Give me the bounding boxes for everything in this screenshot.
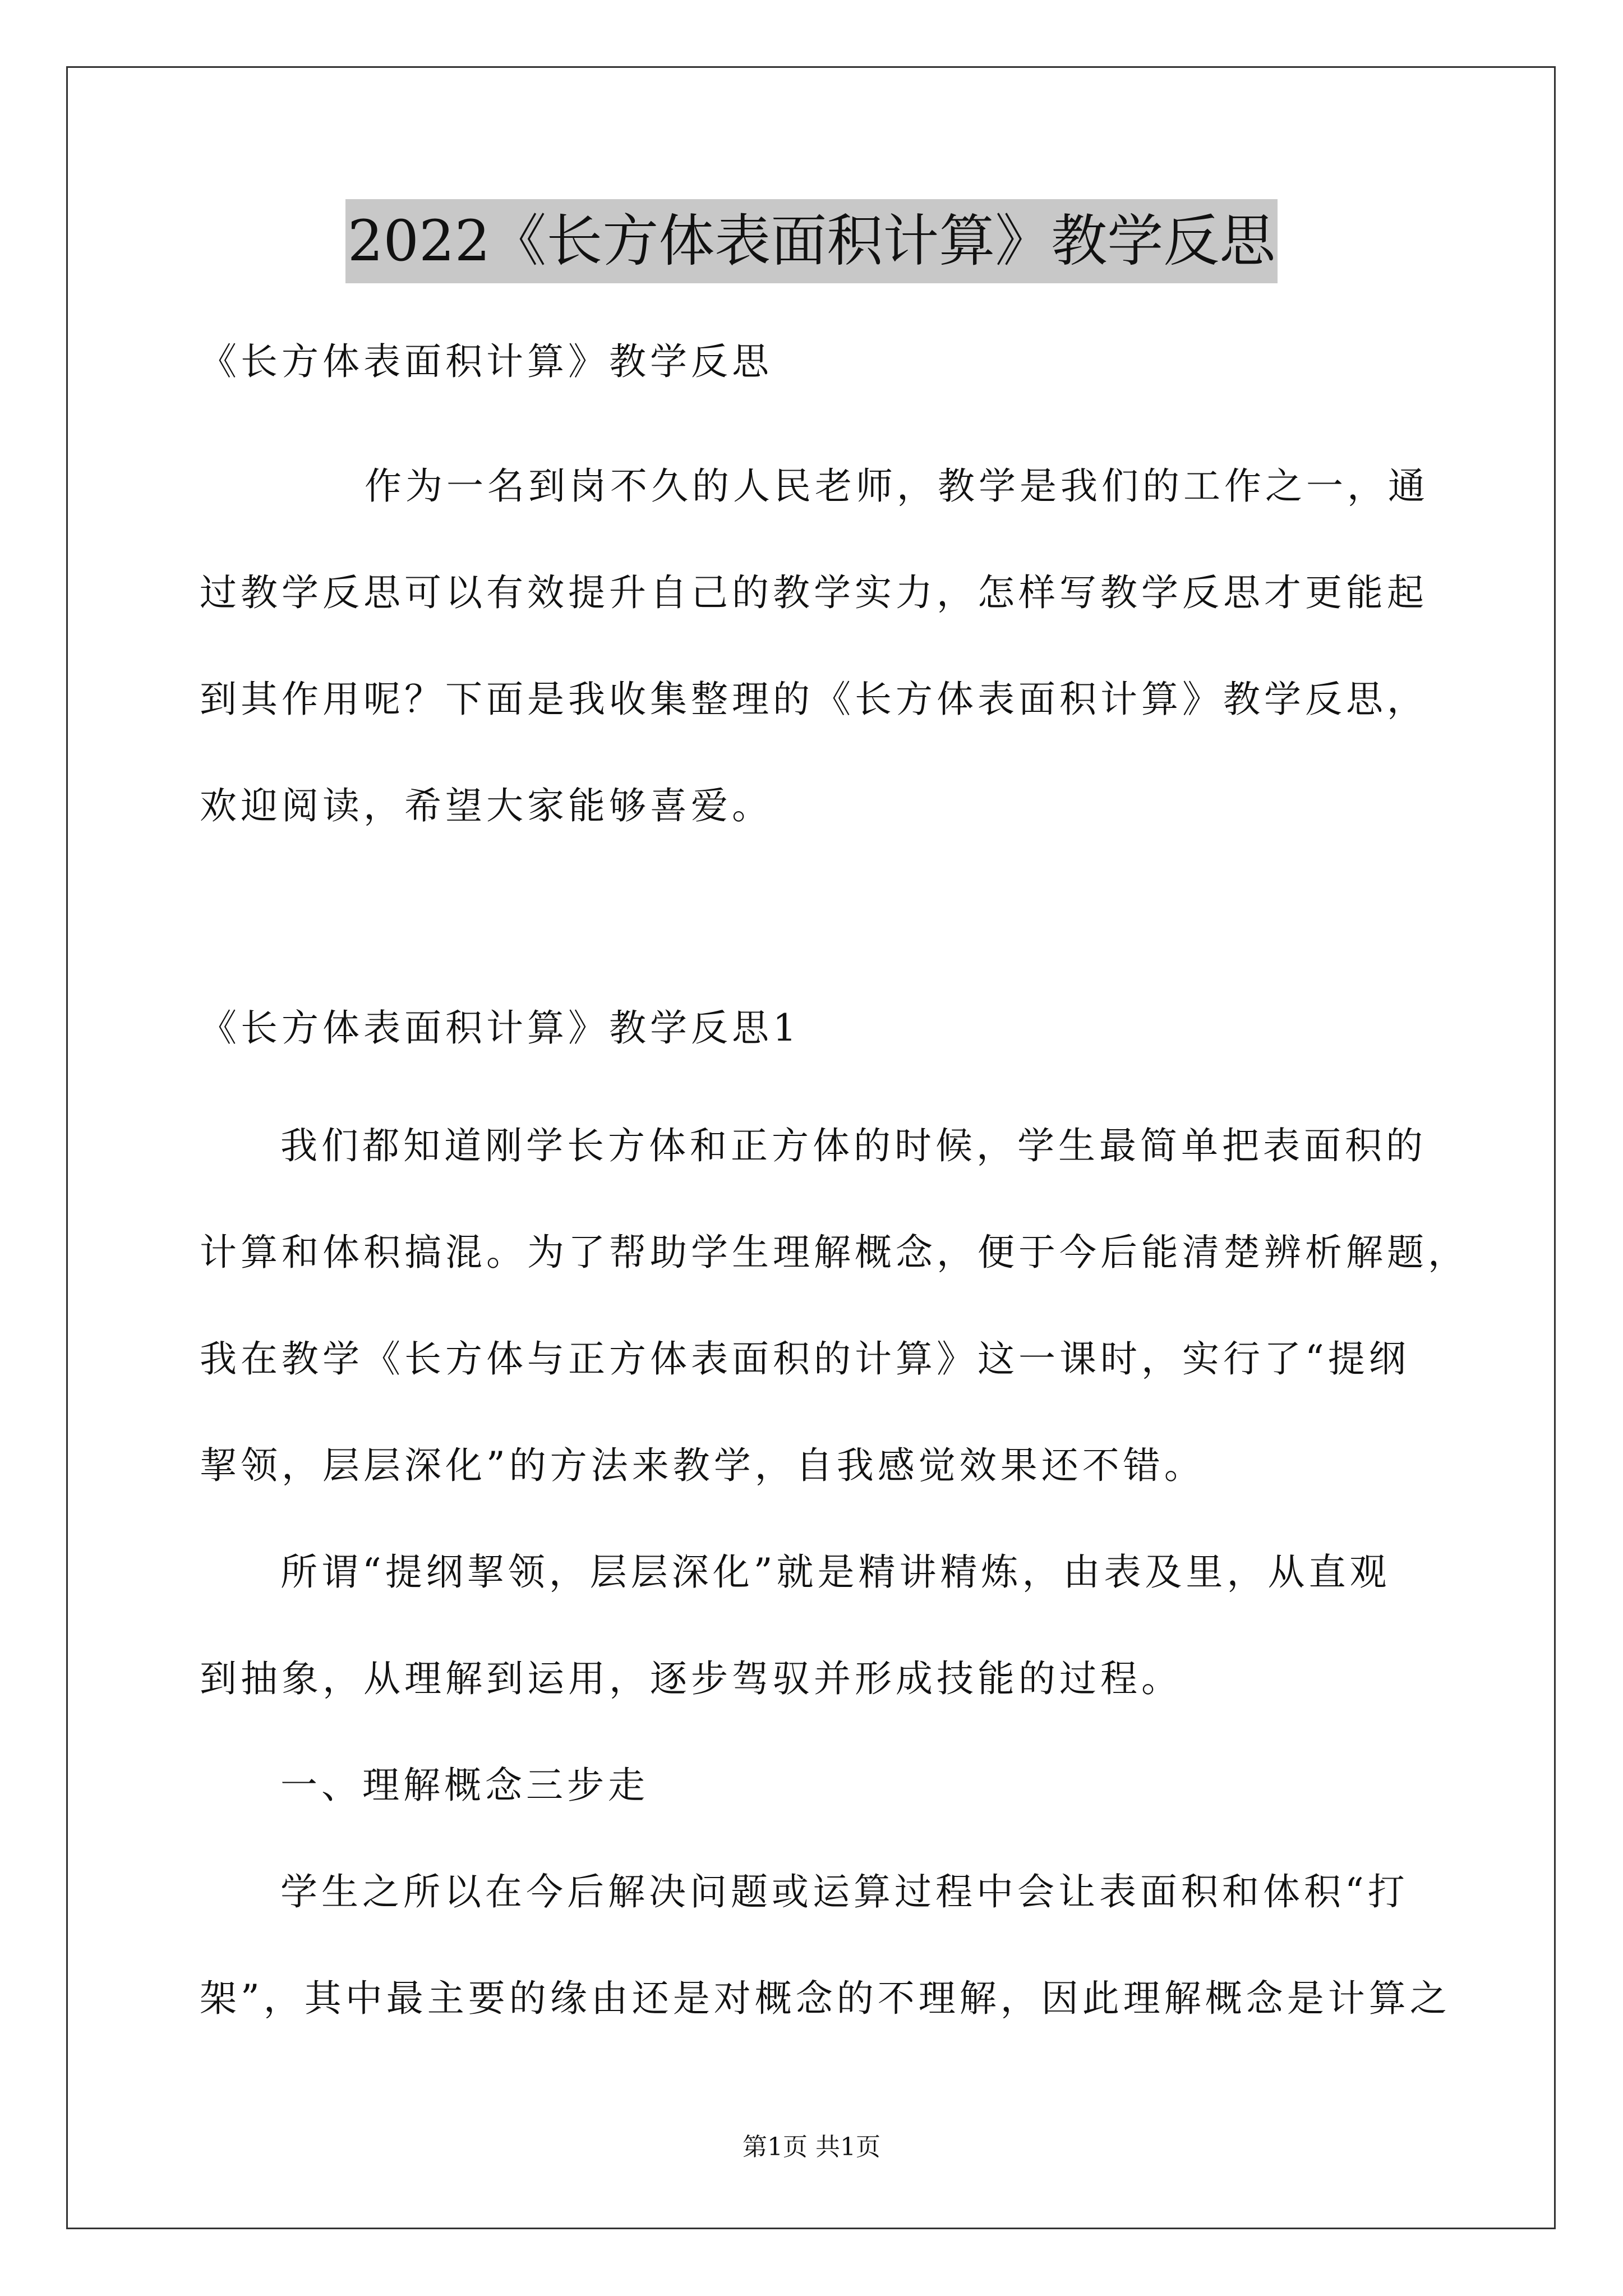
page-footer: 第1页 共1页 [743, 2133, 880, 2161]
paragraph-line: 架”，其中最主要的缘由还是对概念的不理解，因此理解概念是计算之 [200, 1977, 1451, 2020]
paragraph-line: 我在教学《长方体与正方体表面积的计算》这一课时，实行了“提纲 [200, 1337, 1410, 1381]
paragraph-line: 所谓“提纲挈领，层层深化”就是精讲精炼，由表及里，从直观 [280, 1550, 1391, 1594]
subtitle-line: 《长方体表面积计算》教学反思 [200, 340, 773, 383]
paragraph-line: 我们都知道刚学长方体和正方体的时候，学生最简单把表面积的 [280, 1124, 1427, 1167]
paragraph-line: 计算和体积搞混。为了帮助学生理解概念，便于今后能清楚辨析解题， [200, 1231, 1469, 1274]
paragraph-line: 到其作用呢？下面是我收集整理的《长方体表面积计算》教学反思， [200, 678, 1428, 721]
document-title: 2022《长方体表面积计算》教学反思 [345, 199, 1278, 283]
title-container [0, 199, 1623, 283]
paragraph-line: 挈领，层层深化”的方法来教学，自我感觉效果还不错。 [200, 1444, 1205, 1487]
paragraph-line: 过教学反思可以有效提升自己的教学实力，怎样写教学反思才更能起 [200, 571, 1428, 614]
section-heading: 《长方体表面积计算》教学反思1 [200, 1006, 800, 1050]
subsection-heading: 一、理解概念三步走 [280, 1764, 649, 1807]
paragraph-line: 到抽象，从理解到运用，逐步驾驭并形成技能的过程。 [200, 1657, 1182, 1700]
paragraph-line: 学生之所以在今后解决问题或运算过程中会让表面积和体积“打 [280, 1870, 1409, 1913]
paragraph-line: 作为一名到岗不久的人民老师，教学是我们的工作之一，通 [365, 464, 1429, 508]
paragraph-line: 欢迎阅读，希望大家能够喜爱。 [200, 784, 773, 827]
